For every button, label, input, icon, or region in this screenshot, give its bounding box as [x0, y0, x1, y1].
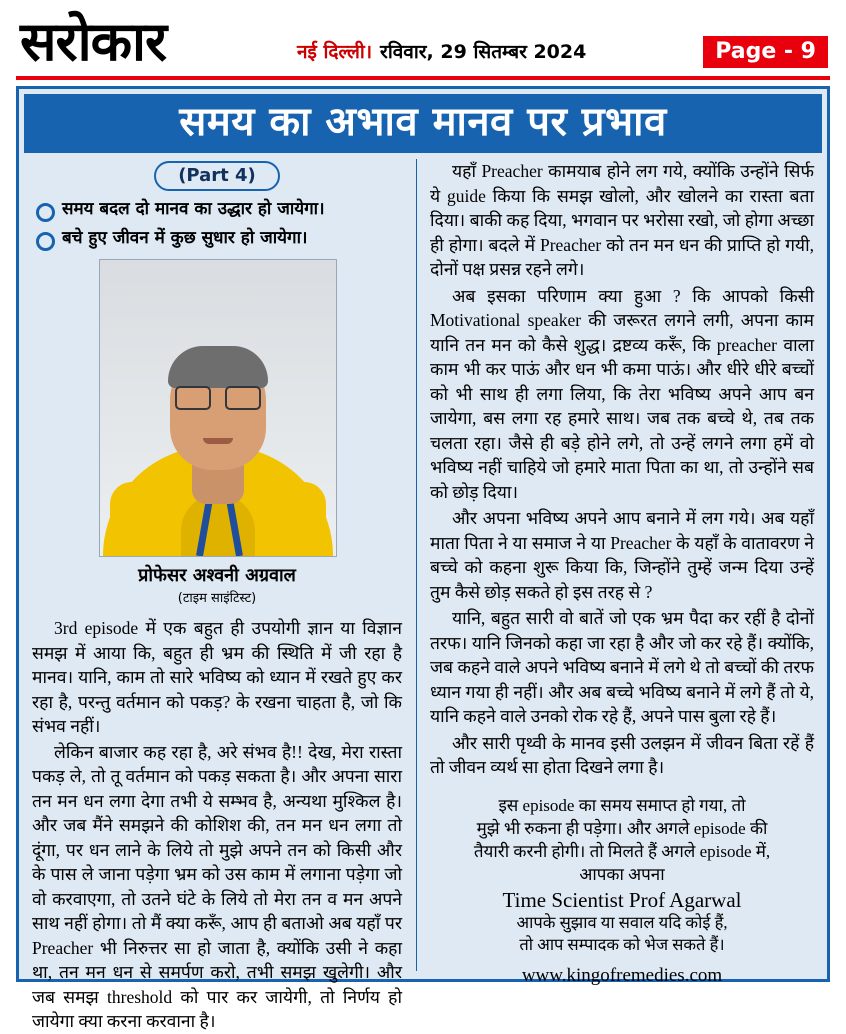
photo-caption: प्रोफेसर अश्वनी अग्रवाल [138, 565, 296, 586]
bullet-circle-icon [36, 232, 55, 251]
part-badge: (Part 4) [154, 161, 280, 191]
photo-subcaption: (टाइम साइंटिस्ट) [177, 591, 257, 606]
author-photo [99, 259, 337, 557]
right-body-text [430, 159, 814, 780]
paragraph: यहाँ Preacher कामयाब होने लग गये, क्योंकि उन्होंने सिर्फ ये guide किया कि समझ खोलो, और खोलने का रास्ता बता दिया। बाकी कह दिया, भगवान पर भरोसा रखो, जो होगा अच्छा ही होगा। बदले में Preacher को तन मन धन की प्राप्ति हो गयी, दोनों पक्ष प्रसन्न रहने लगे। [430, 161, 814, 279]
closing-block [430, 794, 814, 987]
paragraph: लेकिन बाजार कह रहा है, अरे संभव है!! देख, मेरा रास्ता पकड़ ले, तो तू वर्तमान को पकड़ सकता है। और अपना सारा तन मन धन लगा देगा तभी ये सम्भव है, अन्यथा मुश्किल है। और जब मैंने समझने की कोशिश की, तन मन धन लगा तो दूंगा, पर धन लाने के लिये तो मुझे अपने तन को किसी और के पास ले जाना पड़ेगा भ्रम को उस काम में लगाना पड़ेगा जो वो करवाएगा, तो उतने घंटे के लिये तो मेरा तन व मन अपने साथ नहीं होगा। तो मैं क्या करूँ, आप ही बताओ अब यहाँ पर Preacher भी निरुत्तर सा हो जाता है, क्योंकि उसी ने कहा था, तन मन धन से समर्पण करो, तभी समझ खुलेगी। और जब समझ threshold को पार कर जायेगी, तो निर्णय हो जायेगा क्या करना करवाना है। [32, 741, 402, 1031]
closing-line: तैयारी करनी होगी। तो मिलते हैं अगले episode में, [473, 841, 771, 861]
masthead-title: सरोकार [20, 10, 167, 73]
article-headline: समय का अभाव मानव पर प्रभाव [179, 99, 667, 145]
author-photo-block [99, 259, 335, 606]
headline-band [24, 94, 822, 153]
paragraph: 3rd episode में एक बहुत ही उपयोगी ज्ञान या विज्ञान समझ में आया कि, बहुत ही भ्रम की स्थिति में जी रहा है मानव। यानि, काम तो सारे भविष्य को ध्यान में रखते हुए कर रहा है, परन्तु वर्तमान को पकड़? के रखना चाहता है, जो कि संभव नहीं। [32, 618, 402, 736]
photo-hair [168, 346, 268, 388]
bullet-label: समय बदल दो मानव का उद्धार हो जायेगा। [62, 199, 325, 219]
closing-line: इस episode का समय समाप्त हो गया, तो [498, 795, 746, 815]
article-columns [24, 153, 822, 1031]
paragraph: यानि, बहुत सारी वो बातें जो एक भ्रम पैदा कर रहीं है दोनों तरफ। यानि जिनको कहा जा रहा है और जो कर रहे हैं। क्योंकि, जब कहने वाले अपने भविष्य बनाने में लगे थे तो बच्चों की तरफ ध्यान गया ही नहीं। और अब बच्चे भविष्य बनाने में लगे हैं तो ये, यानि कहने वाले उनको रोक रहे हैं, अपने पास बुला रहे हैं। [430, 608, 814, 726]
author-signature: Time Scientist Prof Agarwal [502, 887, 742, 912]
masthead-city: नई दिल्ली। [296, 41, 373, 63]
part-badge-wrap [32, 161, 402, 191]
closing-line: मुझे भी रुकना ही पड़ेगा। और अगले episode की [476, 818, 768, 838]
website-link[interactable]: www.kingofremedies.com [521, 964, 723, 986]
left-body-text [32, 616, 402, 1034]
masthead-dateline [297, 38, 586, 70]
list-item [36, 228, 402, 251]
photo-mouth [203, 438, 233, 444]
paragraph: और सारी पृथ्वी के मानव इसी उलझन में जीवन बिता रहें हैं तो जीवन व्यर्थ सा होता दिखने लगा है। [430, 732, 814, 777]
right-column [416, 159, 814, 986]
paragraph: और अपना भविष्य अपने आप बनाने में लग गये। अब यहाँ माता पिता ने या समाज ने या Preacher के यहाँ के वातावरण ने बच्चे को कहना शुरू किया कि, जिन्होंने तुम्हें जन्म दिया उन्हें तुम कैसे छोड़ सकते हो इस तरह से ? [430, 508, 814, 602]
page-number-badge: Page - 9 [703, 36, 828, 68]
glasses-icon [175, 386, 261, 406]
bullet-circle-icon [36, 203, 55, 222]
photo-arm-right [282, 482, 326, 556]
masthead-date: रविवार, 29 सितम्बर 2024 [380, 41, 587, 63]
closing-note: आपके सुझाव या सवाल यदि कोई हैं, [516, 912, 728, 932]
paragraph: अब इसका परिणाम क्या हुआ ? कि आपको किसी Motivational speaker की जरूरत लगने लगी, अपना काम यानि तन मन को कैसे शुद्ध। द्रष्टव्य करूँ, कि preacher वाला काम भी कर पाऊं और धन भी कमा पाऊं। और धीरे धीरे बच्चों को भी साथ ही लगा लिया, कि तेरा भविष्य अपने आप बन जायेगा, बस लगा रह हमारे साथ। जब तक बच्चे थे, तब तक चलता रहा। जैसे ही बड़े होने लगे, तो उन्हें लगने लगा हमें वो भविष्य नहीं चाहिये जो हमारे माता पिता का था, तो उन्होंने सब को छोड़ दिया। [430, 285, 814, 502]
photo-arm-left [110, 482, 154, 556]
bullet-list [32, 199, 402, 251]
left-column [32, 159, 402, 1031]
masthead [14, 10, 832, 72]
bullet-label: बचे हुए जीवन में कुछ सुधार हो जायेगा। [62, 228, 308, 248]
article-frame [16, 86, 830, 1031]
list-item [36, 199, 402, 222]
closing-note: तो आप सम्पादक को भेज सकते हैं। [519, 934, 725, 954]
closing-line: आपका अपना [579, 864, 665, 884]
masthead-divider [16, 76, 830, 80]
